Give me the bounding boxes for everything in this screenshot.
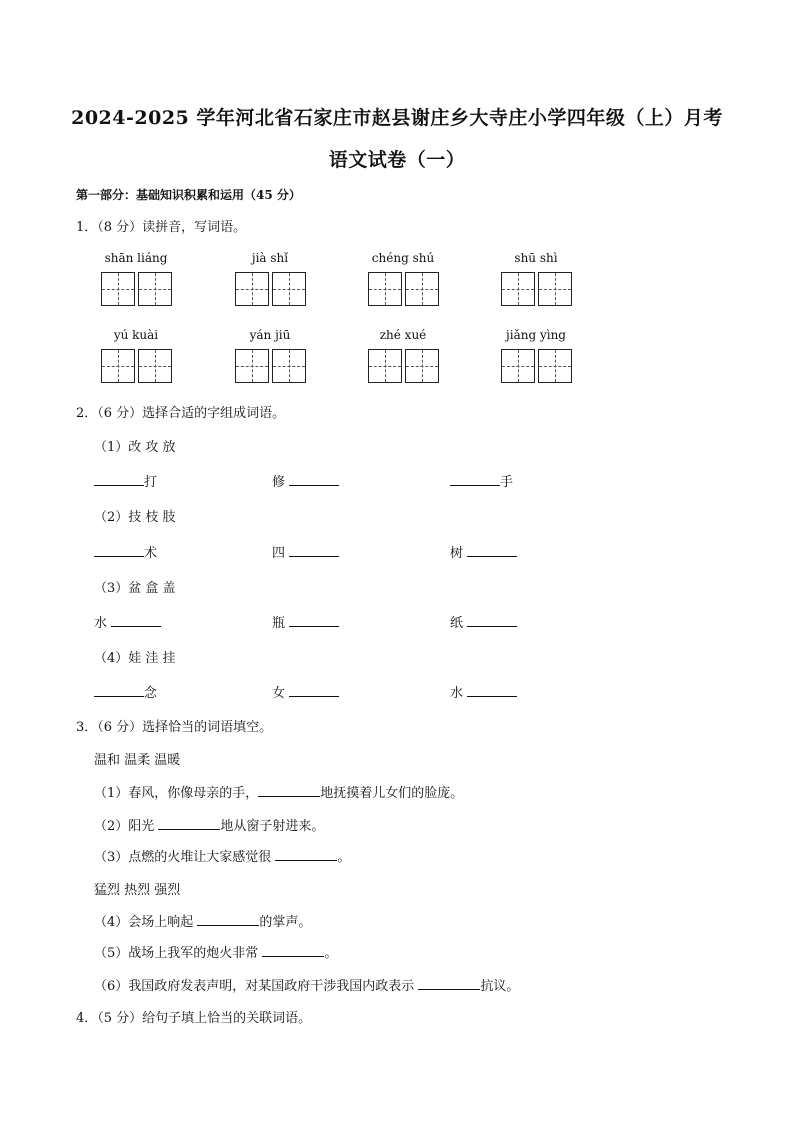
writing-box[interactable] [538, 349, 572, 383]
question-1-stem: 1．（8 分）读拼音，写词语。 [76, 220, 247, 235]
sentence: （3）点燃的火堆让大家感觉很 。 [94, 846, 350, 865]
pinyin-label: yán jiū [249, 328, 291, 342]
writing-box[interactable] [235, 272, 269, 306]
exam-title-line1: 2024-2025 学年河北省石家庄市赵县谢庄乡大寺庄小学四年级（上）月考 [71, 107, 723, 129]
answer-blank[interactable] [111, 613, 161, 627]
pinyin-item [486, 250, 586, 306]
sentence: （5）战场上我军的炮火非常 。 [94, 942, 337, 961]
option-set: （2）技 枝 肢 [94, 510, 176, 525]
writing-box[interactable] [368, 272, 402, 306]
fill-item: 四 [272, 542, 339, 561]
option-set: （3）盆 盒 盖 [94, 581, 176, 596]
answer-blank[interactable] [467, 683, 517, 697]
answer-blank[interactable] [289, 613, 339, 627]
answer-blank[interactable] [418, 976, 480, 990]
sentence: （4）会场上响起 的掌声。 [94, 911, 311, 930]
fill-item: 术 [94, 542, 157, 561]
pinyin-label: jiǎng yìng [506, 328, 566, 342]
word-options: 猛烈 热烈 强烈 [94, 883, 181, 898]
question-4-stem: 4．（5 分）给句子填上恰当的关联词语。 [76, 1011, 312, 1026]
pinyin-item [353, 250, 453, 306]
writing-box[interactable] [405, 272, 439, 306]
answer-blank[interactable] [258, 783, 320, 797]
pinyin-label: shān liáng [104, 251, 168, 265]
pinyin-item [353, 327, 453, 383]
answer-blank[interactable] [467, 543, 517, 557]
writing-box[interactable] [272, 272, 306, 306]
pinyin-item [86, 250, 186, 306]
sentence: （2）阳光 地从窗子射进来。 [94, 815, 324, 834]
writing-box[interactable] [101, 349, 135, 383]
sentence: （6）我国政府发表声明，对某国政府干涉我国内政表示 抗议。 [94, 975, 519, 994]
writing-box[interactable] [405, 349, 439, 383]
fill-item: 手 [450, 471, 513, 490]
answer-blank[interactable] [289, 683, 339, 697]
pinyin-label: shū shì [514, 251, 558, 265]
pinyin-item [220, 250, 320, 306]
exam-title-line2: 语文试卷（一） [328, 149, 466, 171]
question-2-stem: 2．（6 分）选择合适的字组成词语。 [76, 406, 286, 421]
section-heading: 第一部分：基础知识积累和运用（45 分） [76, 188, 301, 202]
pinyin-label: zhé xué [379, 328, 427, 342]
pinyin-item [86, 327, 186, 383]
sentence: （1）春风，你像母亲的手， 地抚摸着儿女们的脸庞。 [94, 782, 463, 801]
answer-blank[interactable] [450, 472, 500, 486]
answer-blank[interactable] [94, 543, 144, 557]
fill-item: 树 [450, 542, 517, 561]
answer-blank[interactable] [94, 683, 144, 697]
answer-blank[interactable] [275, 847, 337, 861]
question-3-stem: 3．（6 分）选择恰当的词语填空。 [76, 720, 273, 735]
writing-box[interactable] [501, 349, 535, 383]
option-set: （4）娃 洼 挂 [94, 651, 176, 666]
answer-blank[interactable] [158, 816, 220, 830]
writing-box[interactable] [138, 272, 172, 306]
writing-box[interactable] [501, 272, 535, 306]
fill-item: 水 [450, 682, 517, 701]
fill-item: 念 [94, 682, 157, 701]
pinyin-label: jià shǐ [251, 251, 289, 265]
answer-blank[interactable] [197, 912, 259, 926]
word-options: 温和 温柔 温暖 [94, 753, 181, 768]
answer-blank[interactable] [467, 613, 517, 627]
fill-item: 瓶 [272, 612, 339, 631]
writing-box[interactable] [538, 272, 572, 306]
answer-blank[interactable] [262, 943, 324, 957]
pinyin-item [220, 327, 320, 383]
writing-box[interactable] [138, 349, 172, 383]
writing-box[interactable] [272, 349, 306, 383]
pinyin-item [486, 327, 586, 383]
option-set: （1）改 攻 放 [94, 440, 176, 455]
answer-blank[interactable] [94, 472, 144, 486]
fill-item: 纸 [450, 612, 517, 631]
writing-box[interactable] [368, 349, 402, 383]
writing-box[interactable] [235, 349, 269, 383]
answer-blank[interactable] [289, 543, 339, 557]
answer-blank[interactable] [289, 472, 339, 486]
pinyin-label: yú kuài [113, 328, 159, 342]
fill-item: 女 [272, 682, 339, 701]
writing-box[interactable] [101, 272, 135, 306]
fill-item: 打 [94, 471, 157, 490]
fill-item: 修 [272, 471, 339, 490]
fill-item: 水 [94, 612, 161, 631]
pinyin-label: chéng shú [371, 251, 435, 265]
